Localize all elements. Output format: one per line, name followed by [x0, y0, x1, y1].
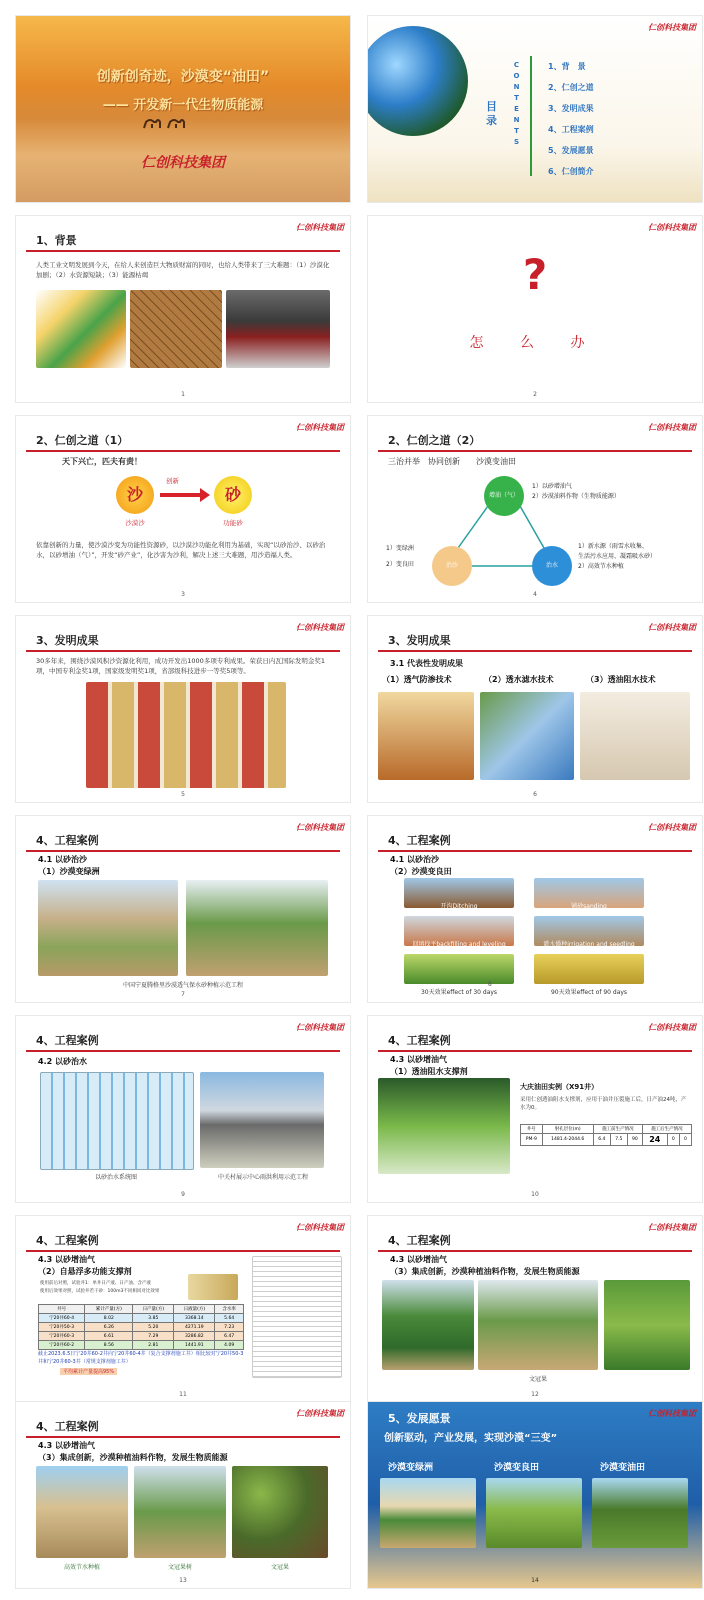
step-caption: 回填找平backfilling and leveling [412, 941, 506, 948]
slide-title: 4、工程案例 [388, 834, 451, 847]
functional-sand-circle: 砂 [214, 476, 252, 514]
slide-way-1 [16, 416, 350, 602]
table-header: 射孔层位(m) [542, 1125, 593, 1134]
toc-item[interactable]: 1、背 景 [548, 62, 586, 71]
table-cell: 8.02 [85, 1314, 133, 1323]
table-cell: 宁20井60-3 [39, 1332, 85, 1341]
table-header: 施工前生产情况 [593, 1125, 642, 1134]
title-underline [26, 1050, 340, 1052]
case-table [520, 1124, 692, 1146]
divider [530, 56, 532, 176]
table-cell: 3368.14 [174, 1314, 215, 1323]
table-cell: 4271.19 [174, 1323, 215, 1332]
slide-vision [368, 1402, 702, 1588]
table-header: 井号 [39, 1305, 85, 1314]
slide-case-farmland [368, 816, 702, 1002]
step-caption: 铺砂sanding [571, 903, 607, 910]
subtitle-2: （1）沙漠变绿洲 [38, 867, 100, 876]
title-underline [26, 450, 340, 452]
caption: 文冠果树 [167, 1564, 192, 1571]
subtitle: 4.1 以砂治沙 [38, 855, 87, 864]
step-caption: 开沟Ditching [440, 903, 478, 910]
notes-left [386, 544, 414, 570]
table-cell: 6.26 [85, 1323, 133, 1332]
table-cell: 1441.91 [174, 1341, 215, 1350]
note-line: 2）沙漠油料作物（生物质能源） [532, 493, 620, 500]
step-caption: 90天效果effect of 90 days [550, 989, 628, 996]
toc-item[interactable]: 2、仁创之道 [548, 83, 594, 92]
logo: 仁创科技集团 [648, 822, 696, 832]
table-cell: PM-9 [521, 1134, 543, 1146]
subtitle-2: （1）透油阻水支撑剂 [390, 1067, 468, 1076]
slide-title: 3、发明成果 [36, 634, 99, 647]
case-title: 大庆油田实例（X91井） [520, 1083, 599, 1091]
title-underline [378, 1250, 692, 1252]
slide-way-2 [368, 416, 702, 602]
traffic-jam-image [226, 290, 330, 368]
question-text: 怎 么 办 [469, 335, 601, 351]
contents-label: CONTENTS [513, 61, 521, 146]
farmland-photo [486, 1478, 582, 1548]
caption: 以砂治水系统图 [94, 1174, 137, 1181]
note-line: 1）新水源（雨雪水收集、 [578, 543, 648, 550]
title-underline [26, 650, 340, 652]
logo: 仁创科技集团 [648, 622, 696, 632]
slide-case-oil-1 [368, 1016, 702, 1202]
page-number: 14 [531, 1577, 539, 1584]
contents-heading: 目录 [486, 100, 497, 127]
logo: 仁创科技集团 [648, 1222, 696, 1232]
table-cell: 8.56 [85, 1341, 133, 1350]
logo: 仁创科技集团 [296, 1408, 344, 1418]
title-underline [378, 1050, 692, 1052]
slide-question [368, 216, 702, 402]
table-header: 累计产量(方) [85, 1305, 133, 1314]
oasis-image-2 [186, 880, 328, 976]
proppant-jars-image [188, 1274, 238, 1300]
tree-image-2 [478, 1280, 598, 1370]
subtitle: 3.1 代表性发明成果 [390, 659, 463, 668]
breathable-image [378, 692, 474, 780]
toc-list [548, 56, 594, 182]
caption: 高效节水种植 [63, 1564, 100, 1571]
right-caption: 功能砂 [223, 519, 243, 527]
node-oil-gas: 增油（气） [484, 476, 524, 516]
logo: 仁创科技集团 [296, 222, 344, 232]
slide-title: 4、工程案例 [388, 1034, 451, 1047]
slide-title: 4、工程案例 [36, 1234, 99, 1247]
note-line: 2）高效节水种植 [578, 563, 624, 570]
vision-banner: 创新驱动，产业发展，实现沙漠“三变” [384, 1433, 558, 1444]
slide-background [16, 216, 350, 402]
slide-contents [368, 16, 702, 202]
slide-title: 1、背景 [36, 234, 77, 247]
toc-item[interactable]: 6、仁创简介 [548, 167, 594, 176]
page-number: 3 [181, 591, 185, 598]
slide-case-oasis [16, 816, 350, 1002]
question-mark: ? [522, 250, 548, 299]
table-cell: 6.47 [215, 1332, 244, 1341]
page-number: 12 [531, 1391, 539, 1398]
table-cell: 3.85 [133, 1314, 174, 1323]
table-cell: 7.5 [610, 1134, 627, 1146]
toc-item[interactable]: 4、工程案例 [548, 125, 594, 134]
document-image [252, 1256, 342, 1378]
logo: 仁创科技集团 [648, 1408, 696, 1418]
table-cell: 7.23 [215, 1323, 244, 1332]
slide-case-water [16, 1016, 350, 1202]
table-cell: 5.64 [215, 1314, 244, 1323]
page-number: 9 [181, 1191, 185, 1198]
table-header: 日产量(方) [133, 1305, 174, 1314]
caption: 中国宁夏腾格里沙漠透气保水砂种植示范工程 [122, 982, 243, 989]
cracked-earth-image [130, 290, 222, 368]
slide-title: 3、发明成果 [388, 634, 451, 647]
results-table [38, 1304, 244, 1350]
table-header: 日液量(方) [174, 1305, 215, 1314]
table-cell: 5.20 [133, 1323, 174, 1332]
table-cell: 2.81 [133, 1341, 174, 1350]
slide-case-biomass-1 [368, 1216, 702, 1402]
subtitle: 4.2 以砂治水 [38, 1057, 87, 1066]
slide-representative-inventions [368, 616, 702, 802]
paragraph: 人类工业文明发展到今天，在给人来创造巨大物质财富的同时，也给人类带来了三大难题：（1）沙漠化加剧；（2）水资源短缺；（3）能源枯竭 [36, 261, 330, 279]
step-image [534, 954, 644, 984]
step-image [404, 954, 514, 984]
subtitle-2: （2）沙漠变良田 [390, 867, 452, 876]
title-underline [378, 650, 692, 652]
toc-item[interactable]: 3、发明成果 [548, 104, 594, 113]
slogan: 三治并举 协同创新 沙漠变油田 [388, 457, 516, 466]
table-cell: 宁20井50-3 [39, 1323, 85, 1332]
table-cell: 7.29 [133, 1332, 174, 1341]
logo: 仁创科技集团 [648, 1022, 696, 1032]
paragraph: 30多年来，围绕沙漠风积沙资源化利用，成功开发出1000多项专利成果。荣获日内瓦国际发明金奖1项，中国专利金奖1项，国家级发明奖1项，省部级科技进步一等奖5项等。 [36, 657, 325, 675]
caption: 中关村展示中心雨洪利用示范工程 [217, 1174, 308, 1181]
tech-item: （2）透水滤水技术 [484, 675, 554, 684]
table-cell: 宁20井60-2 [39, 1341, 85, 1350]
bullets [40, 1280, 210, 1296]
logo: 仁创科技集团 [296, 1222, 344, 1232]
table-cell: 0 [679, 1134, 691, 1146]
cover-logo: 仁创科技集团 [141, 155, 225, 171]
logo: 仁创科技集团 [296, 1022, 344, 1032]
slide-cover [16, 16, 350, 202]
note-text: 截止2023.6.5日宁20井60-2井向宁20井60-4井（复合支撑剂施工井）相比较对宁20井50-3井和宁20井60-3井（常规支撑剂施工井） [38, 1351, 244, 1365]
vision-item: 沙漠变油田 [600, 1463, 646, 1473]
subtitle: 4.3 以砂增油气 [390, 1055, 447, 1064]
cover-title: 创新创奇迹，沙漠变“油田” [96, 69, 270, 85]
subtitle: 4.3 以砂增油气 [38, 1255, 95, 1264]
water-system-diagram [40, 1072, 194, 1170]
note-line: 1）变绿洲 [386, 545, 414, 552]
tech-item: （1）透气防渗技术 [382, 675, 452, 684]
title-underline [26, 250, 340, 252]
slide-case-oil-2 [16, 1216, 350, 1402]
oil-water-image [580, 692, 690, 780]
slide-title: 5、发展愿景 [388, 1412, 451, 1425]
subtitle-2: （3）集成创新，沙漠种植油料作物，发展生物质能源 [390, 1267, 580, 1276]
tree-image-3 [604, 1280, 690, 1370]
logo: 仁创科技集团 [648, 22, 696, 32]
tree-image [134, 1466, 226, 1558]
page-number: 1 [181, 391, 185, 398]
bullet-item: 使用前后对照，试验井1：单井日产液、日产油、含产液 [40, 1281, 151, 1286]
title-underline [26, 850, 340, 852]
table-cell: 24 [642, 1134, 667, 1146]
oilfield-photo [592, 1478, 688, 1548]
logo: 仁创科技集团 [296, 422, 344, 432]
table-cell: 3286.82 [174, 1332, 215, 1341]
case-text: 采用仁创透油阻水支撑剂，应用于油井压裂施工后，日产油24吨，产水为0。 [520, 1097, 687, 1111]
step-caption: 灌水播种irrigation and seedling [543, 941, 635, 948]
logo: 仁创科技集团 [296, 622, 344, 632]
table-cell: 1481.4-2044.6 [542, 1134, 593, 1146]
oasis-photo [380, 1478, 476, 1548]
fruit-image [232, 1466, 328, 1558]
table-cell: 6.4 [593, 1134, 610, 1146]
slide-title: 4、工程案例 [36, 1034, 99, 1047]
planting-diagram-image [36, 1466, 128, 1558]
caption: 文冠果 [270, 1564, 289, 1571]
camels-icon [142, 116, 192, 130]
page-number: 7 [181, 991, 185, 998]
table-cell: 0 [667, 1134, 679, 1146]
title-underline [26, 1436, 340, 1438]
paragraph: 依靠创新的力量，使沙漠沙变为功能性资源砂，以沙漠沙功能化利用为基础，实现“以砂治沙、以砂治水，以砂增油（气）”，开发“砂产业”，化沙害为沙利，解决上述三大难题，用沙造福人类。 [36, 541, 326, 559]
note-line: 2）变良田 [386, 561, 414, 568]
slide-title: 2、仁创之道（1） [36, 434, 129, 447]
note-line: 1）以砂增油气 [532, 483, 572, 490]
arrow-label: 创新 [166, 477, 179, 485]
table-cell: 宁20井60-4 [39, 1314, 85, 1323]
oasis-image-1 [38, 880, 178, 976]
motto: 天下兴亡，匹夫有责！ [62, 457, 142, 466]
subtitle-2: （3）集成创新，沙漠种植油料作物，发展生物质能源 [38, 1453, 228, 1462]
title-underline [378, 850, 692, 852]
logo: 仁创科技集团 [648, 422, 696, 432]
subtitle: 4.3 以砂增油气 [390, 1255, 447, 1264]
slide-title: 2、仁创之道（2） [388, 434, 481, 447]
notes-top [532, 482, 620, 502]
arrow [160, 493, 202, 497]
tech-item: （3）透油阻水技术 [586, 675, 656, 684]
step-caption: 30天效果effect of 30 days [420, 989, 498, 996]
vision-item: 沙漠变绿洲 [388, 1463, 434, 1473]
permeable-image [480, 692, 574, 780]
logo: 仁创科技集团 [648, 222, 696, 232]
page-number: 8 [488, 981, 492, 988]
page-number: 13 [179, 1577, 187, 1584]
arrowhead [200, 488, 210, 502]
oil-beaker-image [378, 1078, 510, 1174]
table-cell: 6.61 [85, 1332, 133, 1341]
zhongguancun-image [200, 1072, 324, 1168]
slide-title: 4、工程案例 [36, 1420, 99, 1433]
left-caption: 沙漠沙 [125, 519, 145, 527]
notes-right [578, 542, 656, 572]
page-number: 4 [533, 591, 537, 598]
certificates-image [86, 682, 286, 788]
slide-title: 4、工程案例 [388, 1234, 451, 1247]
page-number: 5 [181, 791, 185, 798]
table-cell: 4.09 [215, 1341, 244, 1350]
subtitle-2: （2）自悬浮多功能支撑剂 [38, 1267, 132, 1276]
slide-title: 4、工程案例 [36, 834, 99, 847]
logo: 仁创科技集团 [296, 822, 344, 832]
slide-inventions [16, 616, 350, 802]
table-header: 施工后生产情况 [642, 1125, 691, 1134]
note-line: 生活污水应用、凝霜吸水砂） [578, 553, 657, 560]
subtitle: 4.1 以砂治沙 [390, 855, 439, 864]
node-desert-control: 治沙 [432, 546, 472, 586]
node-water-control: 治水 [532, 546, 572, 586]
highlight-badge: 平均累计产量提高95% [60, 1368, 117, 1375]
page-number: 10 [531, 1191, 539, 1198]
table-header: 含水率 [215, 1305, 244, 1314]
page-number: 6 [533, 791, 537, 798]
page-number: 11 [179, 1391, 187, 1398]
caption: 文冠果 [528, 1376, 547, 1383]
cover-subtitle: —— 开发新一代生物质能源 [102, 98, 264, 113]
slide-case-biomass-2 [16, 1402, 350, 1588]
table-header: 井号 [521, 1125, 543, 1134]
vision-item: 沙漠变良田 [494, 1463, 540, 1473]
page-number: 2 [533, 391, 537, 398]
table-cell: 90 [627, 1134, 642, 1146]
world-map-image [36, 290, 126, 368]
title-underline [26, 1250, 340, 1252]
bullet-item: 使用后效果对照，试验井若干砂：100m3不同相同对比效果 [40, 1289, 160, 1294]
toc-item[interactable]: 5、发展愿景 [548, 146, 594, 155]
globe-icon [368, 26, 468, 136]
subtitle: 4.3 以砂增油气 [38, 1441, 95, 1450]
sand-circle: 沙 [116, 476, 154, 514]
tree-image-1 [382, 1280, 474, 1370]
